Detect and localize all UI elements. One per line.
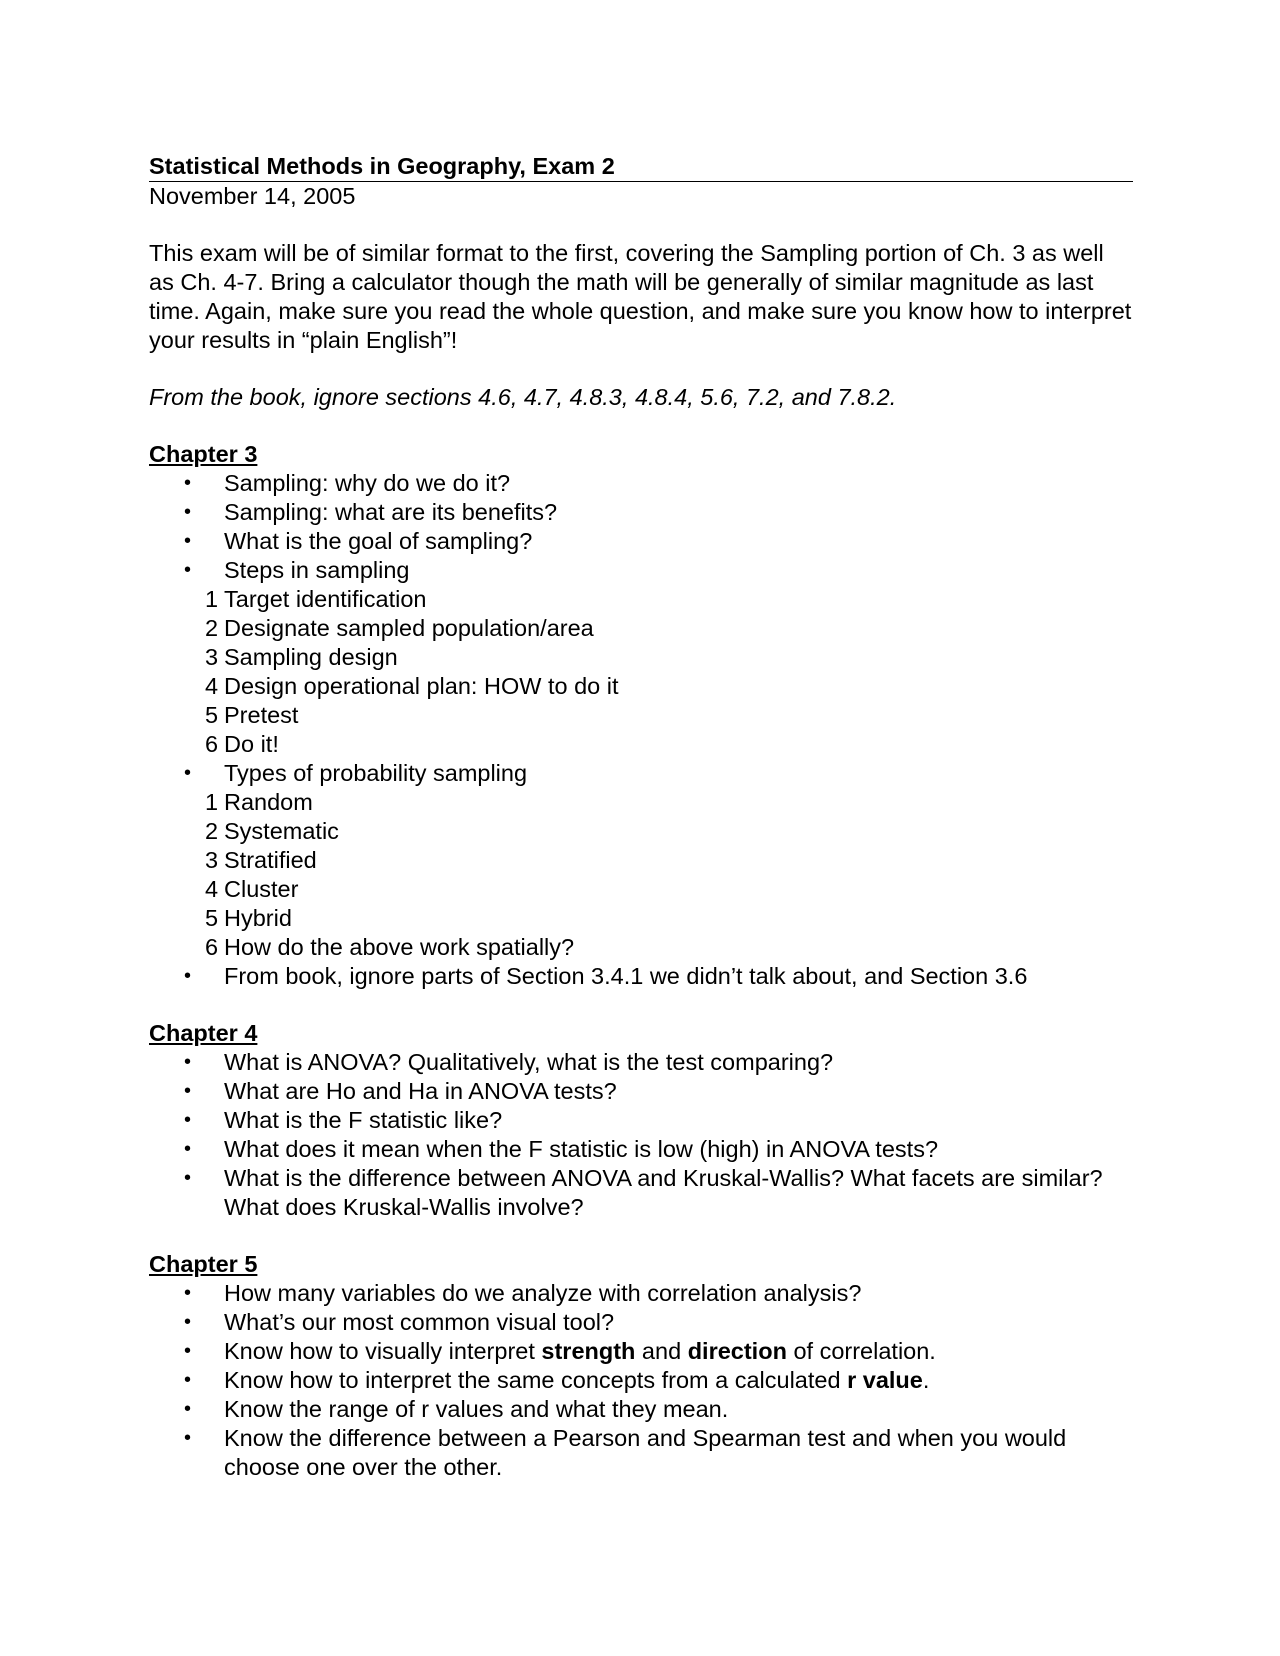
list-item-text: What’s our most common visual tool? <box>224 1309 615 1335</box>
list-item-text <box>224 1338 936 1364</box>
exam-document <box>149 151 1133 1482</box>
numbered-item <box>149 614 1133 643</box>
spacer <box>149 211 1133 239</box>
list-item <box>149 1337 1133 1366</box>
list-item <box>149 1366 1133 1395</box>
item-number: 6 <box>205 934 219 960</box>
chapter-3-heading: Chapter 3 <box>149 441 258 467</box>
bullet-icon: • <box>184 1311 192 1333</box>
bold-term-strength: strength <box>541 1338 636 1364</box>
list-item <box>149 1135 1133 1164</box>
list-item <box>149 1106 1133 1135</box>
item-number: 4 <box>205 876 219 902</box>
numbered-item <box>149 788 1133 817</box>
bullet-icon: • <box>184 1369 192 1391</box>
numbered-item <box>149 904 1133 933</box>
list-item-text: What is the goal of sampling? <box>224 528 533 554</box>
list-item <box>149 1395 1133 1424</box>
bullet-icon: • <box>184 1398 192 1420</box>
bullet-icon: • <box>184 1167 192 1189</box>
item-text: Stratified <box>224 847 317 873</box>
numbered-item <box>149 730 1133 759</box>
spacer <box>149 991 1133 1019</box>
chapter-5-list <box>149 1279 1133 1482</box>
document-title: Statistical Methods in Geography, Exam 2 <box>149 151 1133 182</box>
numbered-item <box>149 643 1133 672</box>
list-item-text: Types of probability sampling <box>224 760 528 786</box>
numbered-item <box>149 585 1133 614</box>
item-number: 3 <box>205 644 219 670</box>
numbered-item <box>149 672 1133 701</box>
item-number: 6 <box>205 731 219 757</box>
list-item-text: Sampling: what are its benefits? <box>224 499 558 525</box>
item-number: 1 <box>205 789 219 815</box>
numbered-item <box>149 817 1133 846</box>
bullet-icon: • <box>184 965 192 987</box>
spacer <box>149 1222 1133 1250</box>
item-text: How do the above work spatially? <box>224 934 575 960</box>
numbered-item <box>149 933 1133 962</box>
bullet-icon: • <box>184 1080 192 1102</box>
list-item-text: What does it mean when the F statistic is low (high) in ANOVA tests? <box>224 1136 939 1162</box>
item-text: Systematic <box>224 818 339 844</box>
bullet-icon: • <box>184 1282 192 1304</box>
item-number: 2 <box>205 615 219 641</box>
bullet-icon: • <box>184 1109 192 1131</box>
bullet-icon: • <box>184 1340 192 1362</box>
text-run: and <box>635 1338 688 1364</box>
bullet-icon: • <box>184 530 192 552</box>
numbered-item <box>149 875 1133 904</box>
chapter-3-list-continued <box>149 759 1133 788</box>
list-item <box>149 1077 1133 1106</box>
list-item-text <box>224 1367 929 1393</box>
spacer <box>149 412 1133 440</box>
bold-term-direction: direction <box>687 1338 787 1364</box>
bold-term-r-value: r value <box>847 1367 923 1393</box>
list-item <box>149 1279 1133 1308</box>
item-number: 2 <box>205 818 219 844</box>
list-item-text: Sampling: why do we do it? <box>224 470 511 496</box>
document-date: November 14, 2005 <box>149 183 356 209</box>
bullet-icon: • <box>184 1427 192 1449</box>
list-item <box>149 759 1133 788</box>
list-item-text: Steps in sampling <box>224 557 410 583</box>
list-item <box>149 1164 1133 1222</box>
item-text: Do it! <box>224 731 279 757</box>
intro-paragraph: This exam will be of similar format to the first, covering the Sampling portion of Ch. 3 as well as Ch. 4-7. Bring a calculator though the math will be generally of similar magnitude as last time. Again, make sure you read the whole question, and make sure you know how to interpret your results in “plain English”! <box>149 240 1132 353</box>
item-text: Pretest <box>224 702 299 728</box>
chapter-4-list <box>149 1048 1133 1222</box>
item-text: Design operational plan: HOW to do it <box>224 673 619 699</box>
list-item <box>149 527 1133 556</box>
chapter-5-heading: Chapter 5 <box>149 1251 258 1277</box>
list-item-text: What is the difference between ANOVA and Kruskal-Wallis? What facets are similar? What does Kruskal-Wallis involve? <box>224 1165 1103 1220</box>
list-item-text: What is ANOVA? Qualitatively, what is the test comparing? <box>224 1049 834 1075</box>
bullet-icon: • <box>184 1138 192 1160</box>
chapter-4-heading: Chapter 4 <box>149 1020 258 1046</box>
list-item <box>149 1048 1133 1077</box>
text-run: Know how to visually interpret <box>224 1338 542 1364</box>
item-number: 3 <box>205 847 219 873</box>
item-number: 4 <box>205 673 219 699</box>
numbered-item <box>149 846 1133 875</box>
item-text: Hybrid <box>224 905 292 931</box>
item-text: Cluster <box>224 876 299 902</box>
item-text: Target identification <box>224 586 427 612</box>
item-number: 5 <box>205 702 219 728</box>
sampling-types-list <box>149 788 1133 962</box>
item-number: 1 <box>205 586 219 612</box>
bullet-icon: • <box>184 1051 192 1073</box>
item-number: 5 <box>205 905 219 931</box>
bullet-icon: • <box>184 559 192 581</box>
chapter-3-list-end <box>149 962 1133 991</box>
item-text: Sampling design <box>224 644 398 670</box>
list-item-text: From book, ignore parts of Section 3.4.1 we didn’t talk about, and Section 3.6 <box>224 963 1028 989</box>
item-text: Random <box>224 789 313 815</box>
list-item-text: How many variables do we analyze with correlation analysis? <box>224 1280 862 1306</box>
text-run: Know how to interpret the same concepts from a calculated <box>224 1367 848 1393</box>
list-item-text: Know the difference between a Pearson and Spearman test and when you would choose one over the other. <box>224 1425 1067 1480</box>
list-item <box>149 556 1133 585</box>
list-item <box>149 469 1133 498</box>
list-item <box>149 1424 1133 1482</box>
chapter-3-list <box>149 469 1133 585</box>
item-text: Designate sampled population/area <box>224 615 594 641</box>
text-run: . <box>922 1367 930 1393</box>
bullet-icon: • <box>184 501 192 523</box>
list-item <box>149 1308 1133 1337</box>
bullet-icon: • <box>184 472 192 494</box>
list-item <box>149 498 1133 527</box>
list-item-text: What is the F statistic like? <box>224 1107 503 1133</box>
list-item-text: Know the range of r values and what they mean. <box>224 1396 729 1422</box>
numbered-item <box>149 701 1133 730</box>
ignore-sections-note: From the book, ignore sections 4.6, 4.7, 4.8.3, 4.8.4, 5.6, 7.2, and 7.8.2. <box>149 384 897 410</box>
spacer <box>149 355 1133 383</box>
list-item <box>149 962 1133 991</box>
sampling-steps-list <box>149 585 1133 759</box>
text-run: of correlation. <box>786 1338 936 1364</box>
list-item-text: What are Ho and Ha in ANOVA tests? <box>224 1078 617 1104</box>
bullet-icon: • <box>184 762 192 784</box>
